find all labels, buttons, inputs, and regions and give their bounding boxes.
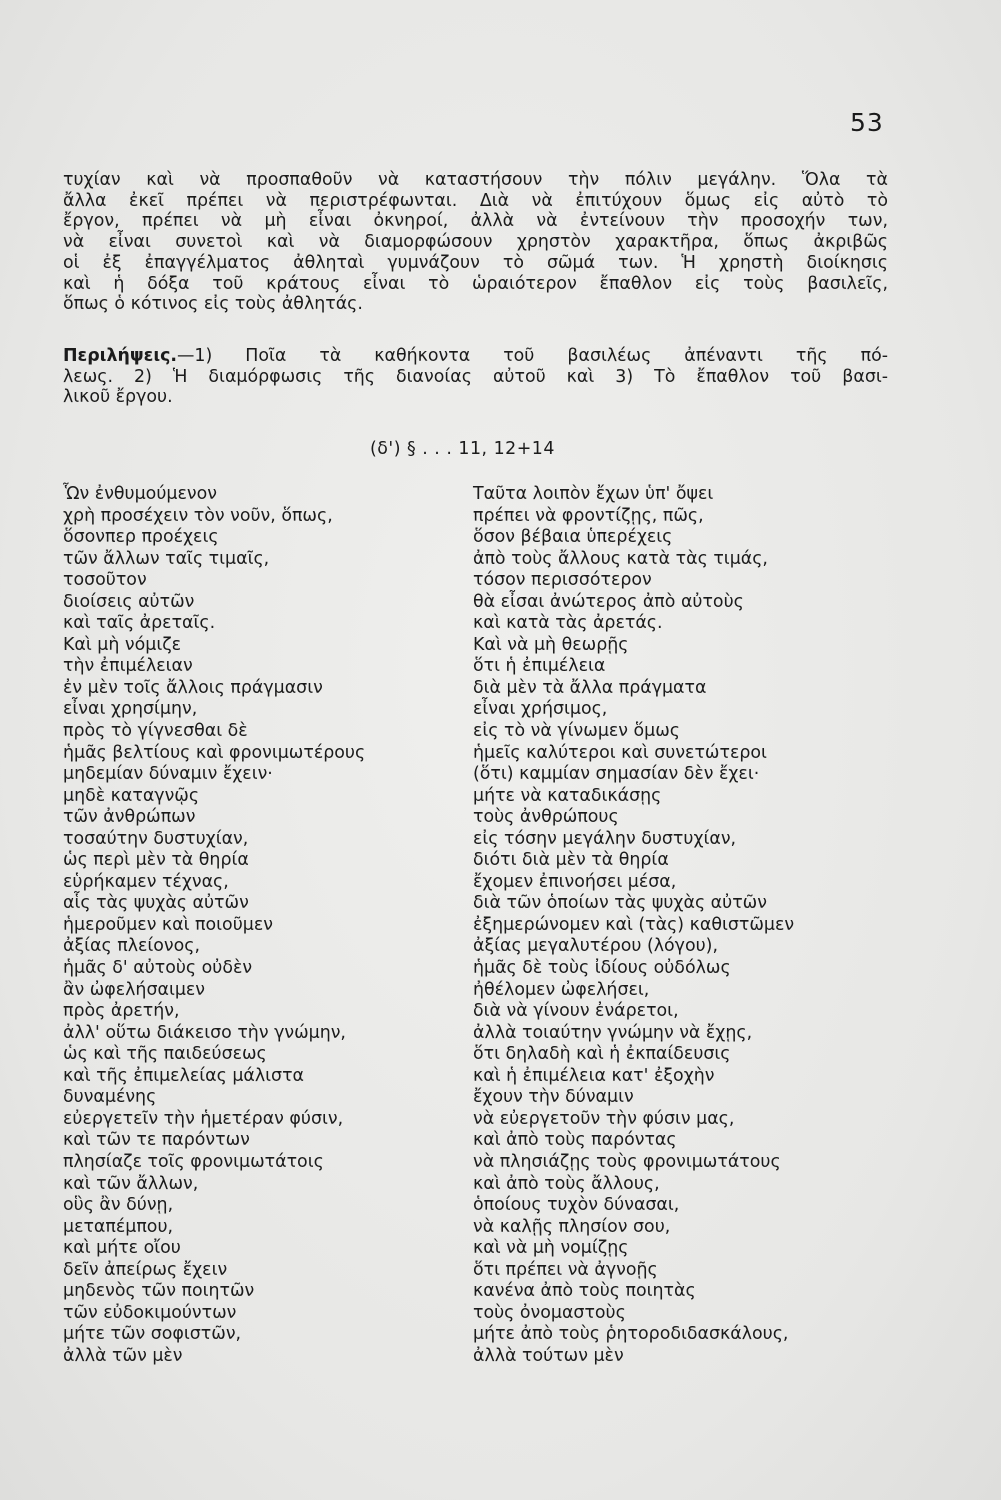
translation-line: τόσον περισσότερον: [473, 570, 652, 591]
translation-line: διότι διὰ μὲν τὰ θηρία: [473, 850, 669, 871]
translation-line: ἡμεῖς καλύτεροι καὶ συνετώτεροι: [473, 742, 767, 763]
greek-text-line: ἀξίας πλείονος,: [63, 936, 201, 957]
translation-line: (ὅτι) καμμίαν σημασίαν δὲν ἔχει·: [473, 764, 760, 785]
translation-line: ἐξημερώνομεν καὶ (τὰς) καθιστῶμεν: [473, 914, 795, 935]
greek-text-line: ὡς περὶ μὲν τὰ θηρία: [63, 850, 249, 871]
greek-text-line: αἷς τὰς ψυχὰς αὐτῶν: [63, 893, 249, 914]
greek-text-line: ὅσονπερ προέχεις: [63, 527, 219, 548]
summary-line: λεως. 2) Ἡ διαμόρφωσις τῆς διανοίας αὐτοῦ καὶ 3) Τὸ ἔπαθλον τοῦ βασι-: [63, 366, 888, 387]
greek-text-line: ἀλλὰ τῶν μὲν: [63, 1345, 183, 1366]
translation-line: καὶ νὰ μὴ νομίζῃς: [473, 1238, 629, 1259]
translation-line: εἶναι χρήσιμος,: [473, 699, 608, 720]
translation-line: θὰ εἶσαι ἀνώτερος ἀπὸ αὐτοὺς: [473, 591, 744, 612]
greek-text-line: τῶν ἄλλων ταῖς τιμαῖς,: [63, 548, 270, 569]
intro-line: ἔργον, πρέπει νὰ μὴ εἶναι ὀκνηροί, ἀλλὰ νὰ ἐντείνουν τὴν προσοχήν των,: [63, 211, 888, 232]
translation-line: ἡμᾶς δὲ τοὺς ἰδίους οὐδόλως: [473, 958, 731, 979]
greek-text-line: μήτε τῶν σοφιστῶν,: [63, 1324, 242, 1345]
greek-text-line: ἀλλ' οὕτω διάκεισο τὴν γνώμην,: [63, 1022, 346, 1043]
translation-line: πρέπει νὰ φροντίζῃς, πῶς,: [473, 505, 704, 526]
greek-text-line: μηδενὸς τῶν ποιητῶν: [63, 1281, 255, 1302]
greek-text-line: καὶ τῆς ἐπιμελείας μάλιστα: [63, 1065, 305, 1086]
translation-line: κανένα ἀπὸ τοὺς ποιητὰς: [473, 1281, 696, 1302]
greek-text-line: μεταπέμπου,: [63, 1216, 174, 1237]
translation-line: ὅτι πρέπει νὰ ἀγνοῇς: [473, 1259, 658, 1280]
greek-text-line: μηδεμίαν δύναμιν ἔχειν·: [63, 764, 273, 785]
greek-text-line: δεῖν ἀπείρως ἔχειν: [63, 1259, 228, 1280]
intro-line: οἱ ἐξ ἐπαγγέλματος ἀθληταὶ γυμνάζουν τὸ σῶμά των. Ἡ χρηστὴ διοίκησις: [63, 252, 888, 273]
translation-line: νὰ καλῇς πλησίον σου,: [473, 1216, 671, 1237]
page-number: 53: [850, 108, 884, 137]
greek-text-line: καὶ τῶν ἄλλων,: [63, 1173, 199, 1194]
summary-paragraph: [63, 346, 888, 408]
translation-line: νὰ πλησιάζῃς τοὺς φρονιμωτάτους: [473, 1151, 781, 1172]
greek-text-line: τὴν ἐπιμέλειαν: [63, 656, 193, 677]
greek-text-line: εἶναι χρησίμην,: [63, 699, 198, 720]
greek-text-column: [63, 484, 365, 1367]
translation-line: ἠθέλομεν ὠφελήσει,: [473, 979, 650, 1000]
summary-first-line: [63, 346, 888, 367]
translation-line: διὰ νὰ γίνουν ἐνάρετοι,: [473, 1001, 679, 1022]
intro-line: καὶ ἡ δόξα τοῦ κράτους εἶναι τὸ ὡραιότερον ἔπαθλον εἰς τοὺς βασιλεῖς,: [63, 273, 888, 294]
intro-paragraph: [63, 170, 888, 315]
translation-line: μήτε ἀπὸ τοὺς ῥητοροδιδασκάλους,: [473, 1324, 789, 1345]
greek-text-line: Ὧν ἐνθυμούμενον: [63, 484, 217, 504]
translation-line: τοὺς ὀνομαστοὺς: [473, 1302, 626, 1323]
translation-line: ἀξίας μεγαλυτέρου (λόγου),: [473, 936, 718, 957]
translation-line: νὰ εὐεργετοῦν τὴν φύσιν μας,: [473, 1108, 735, 1129]
greek-text-line: τῶν εὐδοκιμούντων: [63, 1302, 237, 1323]
translation-line: μήτε νὰ καταδικάσῃς: [473, 785, 662, 806]
intro-line: ἄλλα ἐκεῖ πρέπει νὰ περιστρέφωνται. Διὰ νὰ ἐπιτύχουν ὅμως εἰς αὐτὸ τὸ: [63, 190, 888, 211]
greek-text-line: πλησίαζε τοῖς φρονιμωτάτοις: [63, 1151, 324, 1172]
greek-text-line: ἐν μὲν τοῖς ἄλλοις πράγμασιν: [63, 677, 323, 698]
greek-text-line: ἡμᾶς βελτίους καὶ φρονιμωτέρους: [63, 742, 366, 763]
translation-line: καὶ κατὰ τὰς ἀρετάς.: [473, 613, 663, 634]
greek-text-line: οὓς ἂν δύνῃ,: [63, 1195, 174, 1216]
summary-line: λικοῦ ἔργου.: [63, 387, 173, 408]
translation-line: διὰ μὲν τὰ ἄλλα πράγματα: [473, 677, 707, 698]
translation-line: εἰς τόσην μεγάλην δυστυχίαν,: [473, 828, 737, 849]
greek-text-line: καὶ τῶν τε παρόντων: [63, 1130, 250, 1151]
translation-column: [473, 484, 794, 1367]
translation-line: καὶ ἀπὸ τοὺς ἄλλους,: [473, 1173, 660, 1194]
greek-text-line: εὑρήκαμεν τέχνας,: [63, 871, 229, 892]
translation-line: ἔχουν τὴν δύναμιν: [473, 1087, 634, 1108]
greek-text-line: πρὸς ἀρετήν,: [63, 1001, 180, 1022]
translation-line: ἀλλὰ τούτων μὲν: [473, 1345, 624, 1366]
translation-line: ὅτι ἡ ἐπιμέλεια: [473, 656, 606, 677]
greek-text-line: τῶν ἀνθρώπων: [63, 807, 196, 828]
greek-text-line: Καὶ μὴ νόμιζε: [63, 634, 182, 655]
translation-line: ὁποίους τυχὸν δύνασαι,: [473, 1195, 680, 1216]
greek-text-line: ἂν ὠφελήσαιμεν: [63, 979, 206, 1000]
greek-text-line: τοσαύτην δυστυχίαν,: [63, 828, 249, 849]
intro-line: τυχίαν καὶ νὰ προσπαθοῦν νὰ καταστήσουν τὴν πόλιν μεγάλην. Ὅλα τὰ: [63, 170, 888, 190]
intro-line: νὰ εἶναι συνετοὶ καὶ νὰ διαμορφώσουν χρηστὸν χαρακτῆρα, ὅπως ἀκριβῶς: [63, 232, 888, 253]
greek-text-line: δυναμένης: [63, 1087, 157, 1108]
section-reference: (δ') § . . . 11, 12+14: [370, 439, 555, 459]
greek-text-line: ὡς καὶ τῆς παιδεύσεως: [63, 1044, 267, 1065]
translation-line: Καὶ νὰ μὴ θεωρῇς: [473, 634, 629, 655]
greek-text-line: διοίσεις αὐτῶν: [63, 591, 195, 612]
greek-text-line: πρὸς τὸ γίγνεσθαι δὲ: [63, 721, 248, 742]
greek-text-line: τοσοῦτον: [63, 570, 147, 591]
translation-line: εἰς τὸ νὰ γίνωμεν ὅμως: [473, 721, 680, 742]
translation-line: Ταῦτα λοιπὸν ἔχων ὑπ' ὄψει: [473, 484, 714, 504]
greek-text-line: μηδὲ καταγνῷς: [63, 785, 200, 806]
translation-line: καὶ ἡ ἐπιμέλεια κατ' ἐξοχὴν: [473, 1065, 715, 1086]
greek-text-line: ἡμεροῦμεν καὶ ποιοῦμεν: [63, 914, 273, 935]
translation-line: ἀλλὰ τοιαύτην γνώμην νὰ ἔχῃς,: [473, 1022, 753, 1043]
intro-line: ὅπως ὁ κότινος εἰς τοὺς ἀθλητάς.: [63, 294, 363, 315]
translation-line: ἀπὸ τοὺς ἄλλους κατὰ τὰς τιμάς,: [473, 548, 768, 569]
translation-line: τοὺς ἀνθρώπους: [473, 807, 619, 828]
greek-text-line: καὶ ταῖς ἀρεταῖς.: [63, 613, 216, 634]
translation-line: ὅτι δηλαδὴ καὶ ἡ ἐκπαίδευσις: [473, 1044, 731, 1065]
greek-text-line: καὶ μήτε οἴου: [63, 1238, 181, 1259]
translation-line: καὶ ἀπὸ τοὺς παρόντας: [473, 1130, 677, 1151]
summary-label: Περιλήψεις.: [63, 346, 178, 366]
summary-line: —1) Ποῖα τὰ καθήκοντα τοῦ βασιλέως ἀπέναντι τῆς πό-: [177, 346, 888, 366]
translation-line: ἔχομεν ἐπινοήσει μέσα,: [473, 871, 677, 892]
translation-line: ὅσον βέβαια ὑπερέχεις: [473, 527, 673, 548]
greek-text-line: εὐεργετεῖν τὴν ἡμετέραν φύσιν,: [63, 1108, 344, 1129]
translation-line: διὰ τῶν ὁποίων τὰς ψυχὰς αὐτῶν: [473, 893, 767, 914]
greek-text-line: ἡμᾶς δ' αὐτοὺς οὐδὲν: [63, 958, 253, 979]
greek-text-line: χρὴ προσέχειν τὸν νοῦν, ὅπως,: [63, 505, 333, 526]
